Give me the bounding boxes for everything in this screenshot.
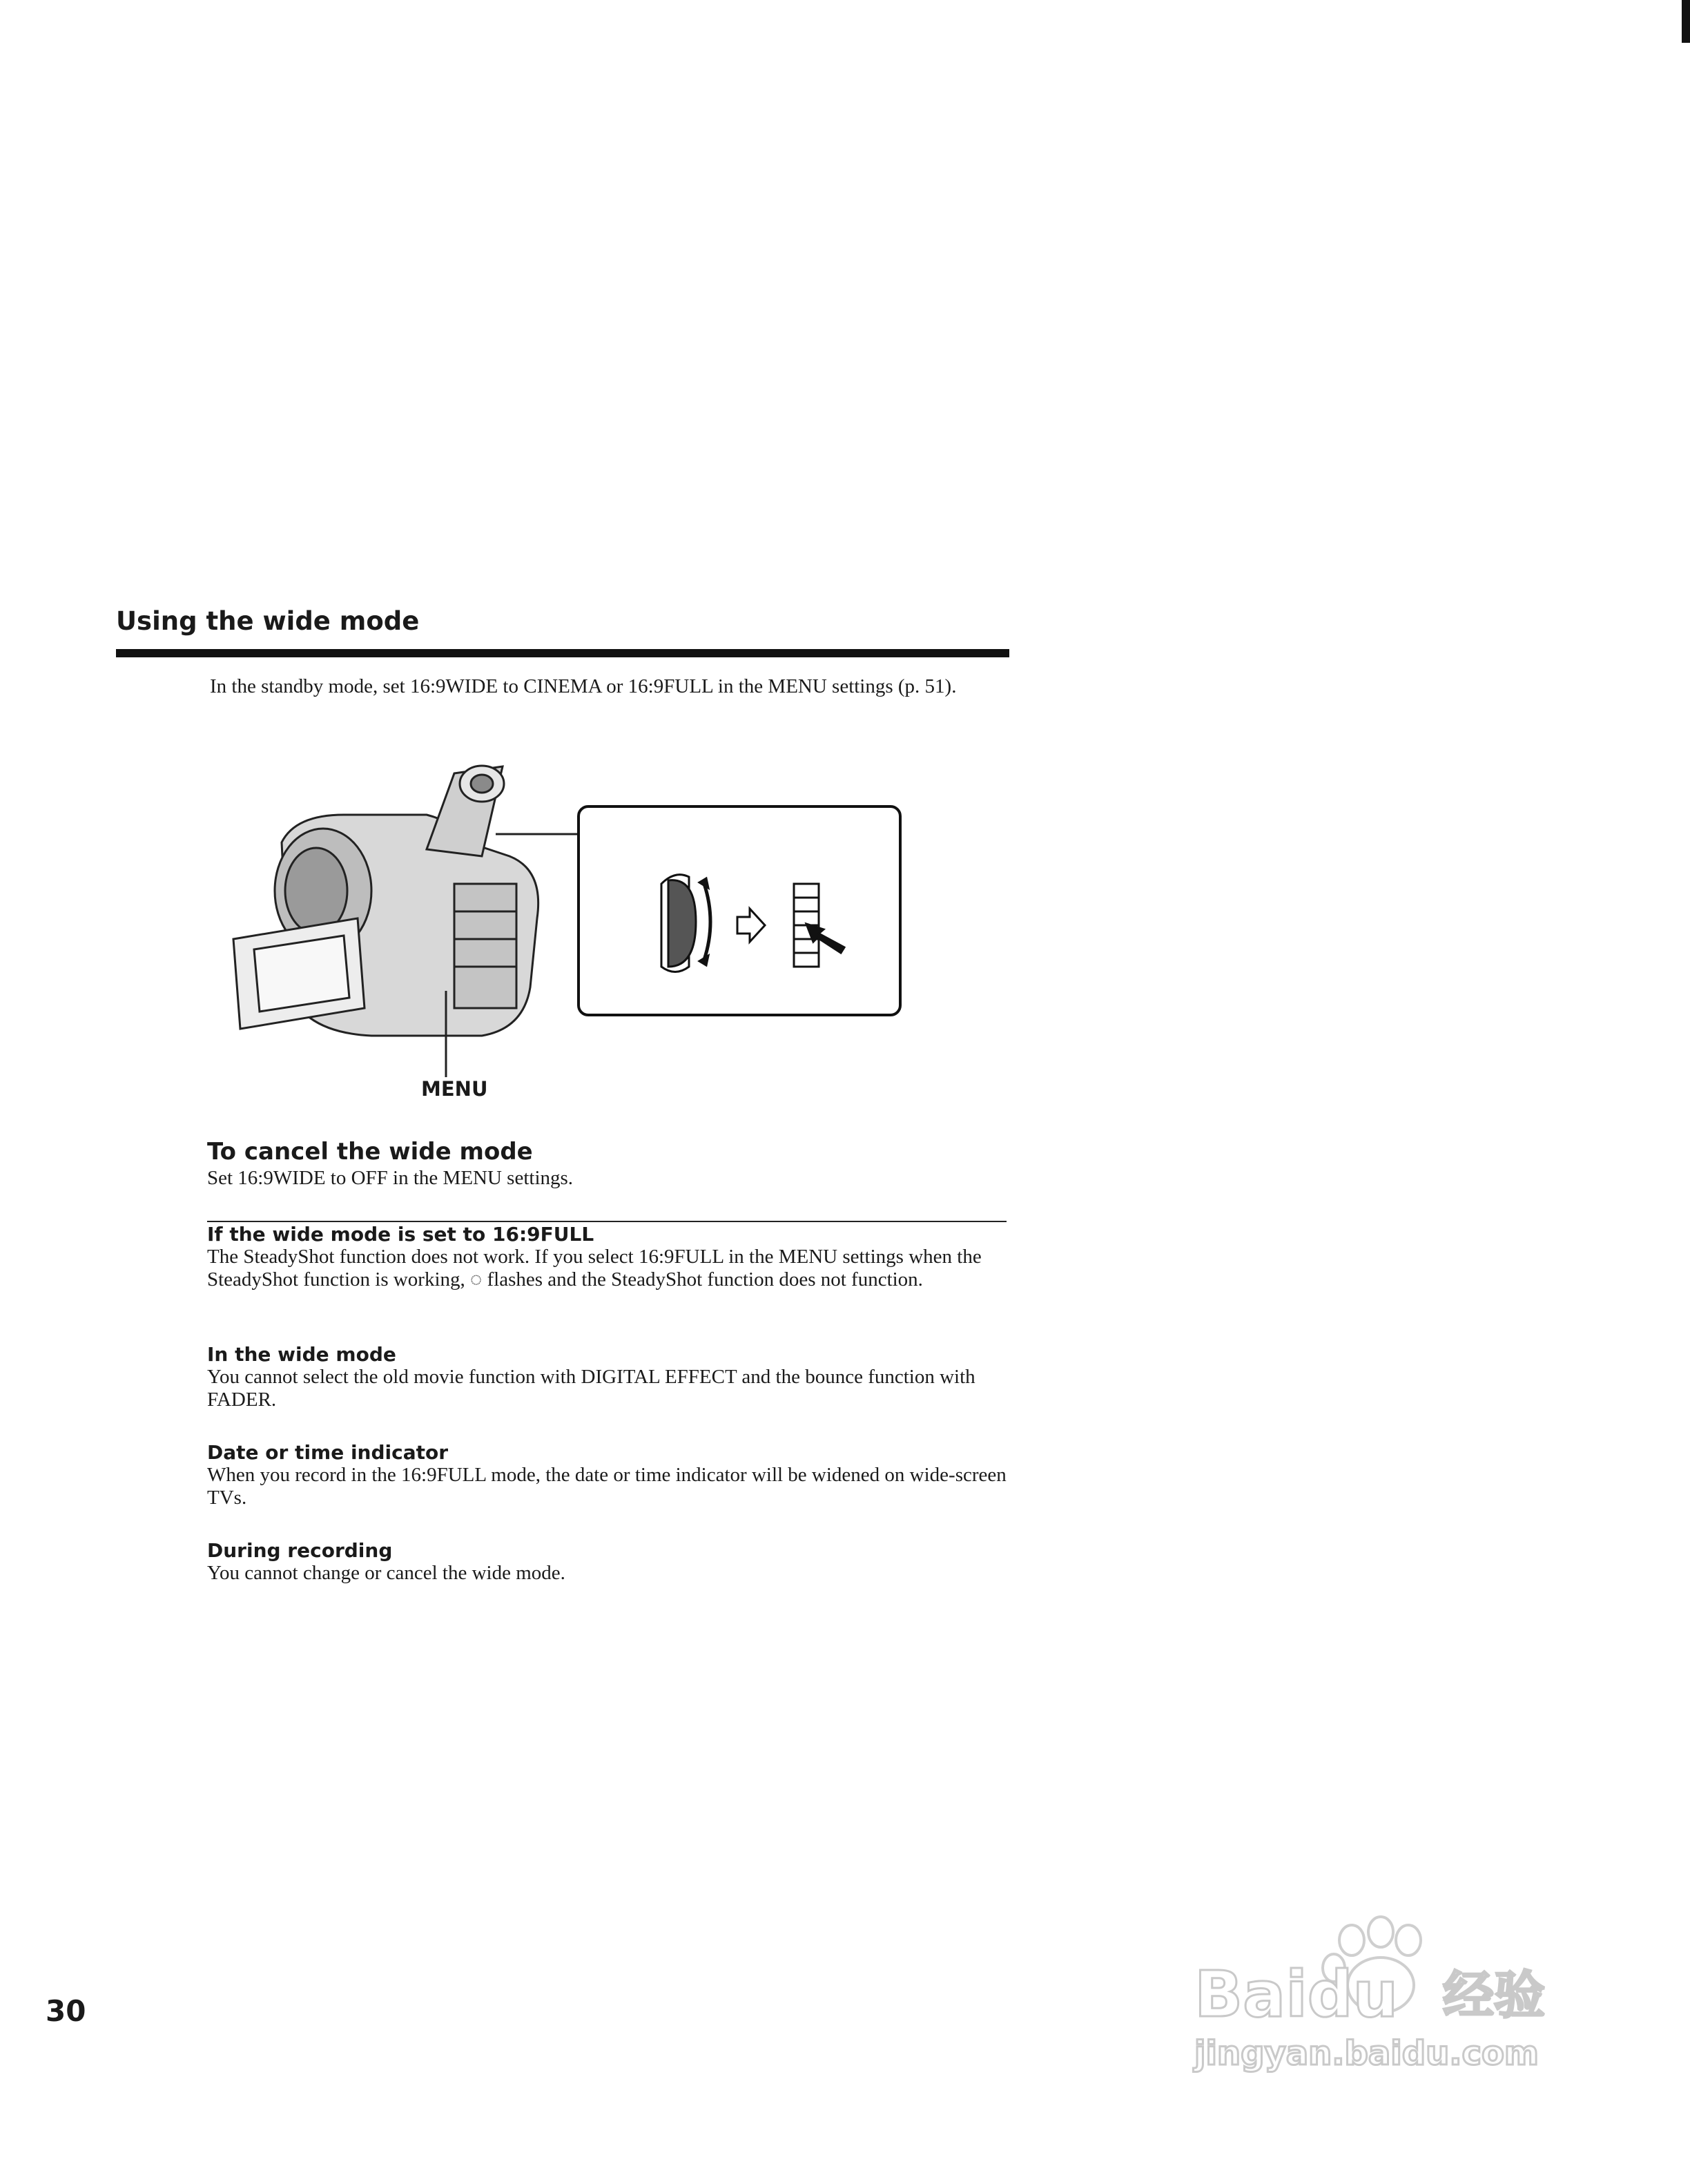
notes-divider	[207, 1221, 1007, 1222]
page-edge-mark	[1682, 0, 1690, 43]
menu-button-label: MENU	[421, 1077, 488, 1101]
note-block	[207, 1224, 1008, 1291]
intro-paragraph: In the standby mode, set 16:9WIDE to CINEMA or 16:9FULL in the MENU settings (p. 51).	[210, 675, 957, 697]
note-text: You cannot select the old movie function with DIGITAL EFFECT and the bounce function with FADER.	[207, 1366, 975, 1411]
watermark-brand: Baidu	[1194, 1958, 1399, 2031]
camcorder-illustration	[233, 766, 579, 1077]
section-title-rule	[116, 649, 1009, 657]
note-heading: During recording	[207, 1539, 393, 1562]
note-heading: Date or time indicator	[207, 1441, 449, 1464]
cancel-subsection-title: To cancel the wide mode	[207, 1138, 533, 1166]
section-title: Using the wide mode	[116, 606, 420, 636]
dial-inset-box	[579, 806, 900, 1015]
note-heading: If the wide mode is set to 16:9FULL	[207, 1223, 594, 1246]
note-block	[207, 1344, 1008, 1411]
note-block	[207, 1540, 1008, 1585]
page-number: 30	[46, 1994, 86, 2028]
watermark-cn: 经验	[1443, 1966, 1545, 2025]
note-block	[207, 1442, 1008, 1509]
cancel-paragraph: Set 16:9WIDE to OFF in the MENU settings.	[207, 1167, 574, 1189]
note-text: You cannot change or cancel the wide mode.	[207, 1562, 565, 1584]
note-text: The SteadyShot function does not work. If you select 16:9FULL in the MENU settings when the SteadyShot function is working, ◌ flashes and the SteadyShot function does not function.	[207, 1246, 982, 1291]
watermark-url: jingyan.baidu.com	[1194, 2034, 1539, 2073]
camcorder-figure	[220, 760, 910, 1105]
baidu-watermark	[1174, 1913, 1615, 2078]
note-text: When you record in the 16:9FULL mode, the date or time indicator will be widened on wide-screen TVs.	[207, 1464, 1007, 1509]
note-heading: In the wide mode	[207, 1343, 396, 1366]
